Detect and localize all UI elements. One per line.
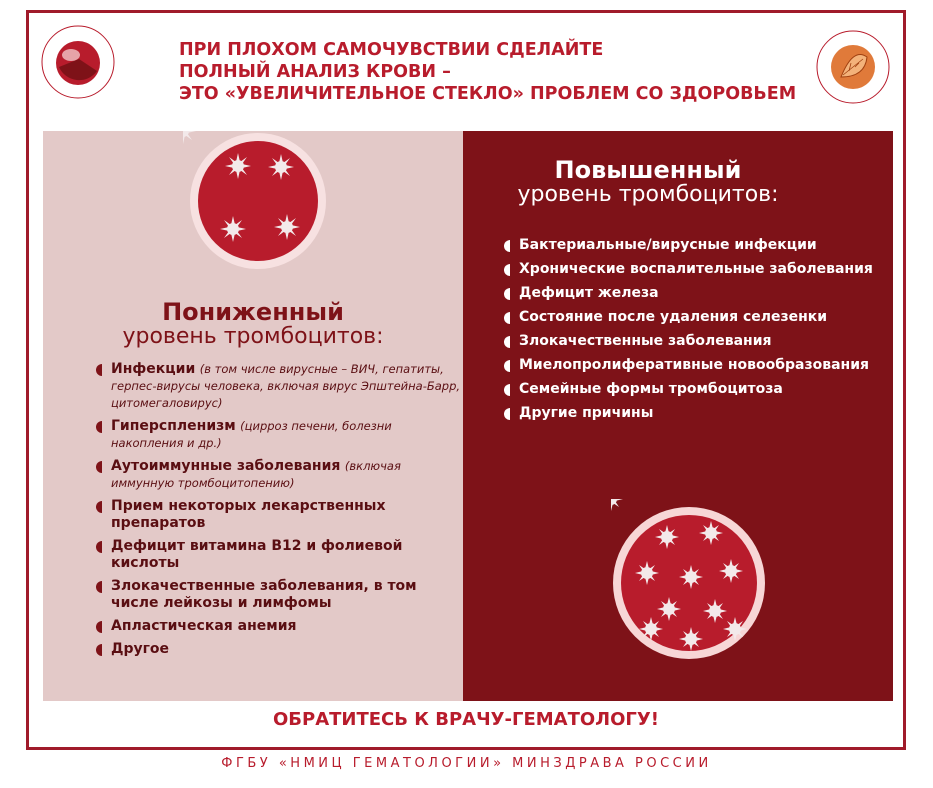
hematology-society-logo — [813, 27, 893, 107]
half-circle-bullet-icon — [93, 580, 107, 594]
low-cause-title: Злокачественные заболевания, в том числе лейкозы и лимфомы — [111, 578, 417, 611]
high-platelets-heading — [483, 157, 813, 207]
half-circle-bullet-icon — [93, 363, 107, 377]
headline — [179, 39, 799, 105]
low-platelets-panel — [43, 131, 463, 701]
low-cause-item — [93, 538, 463, 572]
high-title: Повышенный — [554, 156, 742, 184]
low-cause-title: Гиперспленизм — [111, 418, 236, 434]
high-cause-item — [501, 237, 891, 254]
high-cause-title: Состояние после удаления селезенки — [519, 309, 828, 325]
high-platelets-panel — [463, 131, 893, 701]
half-circle-bullet-icon — [501, 287, 515, 301]
headline-line-1: ПРИ ПЛОХОМ САМОЧУВСТВИИ СДЕЛАЙТЕ — [179, 40, 604, 60]
half-circle-bullet-icon — [501, 407, 515, 421]
low-title: Пониженный — [162, 298, 344, 326]
high-cause-item — [501, 357, 891, 374]
high-causes-list — [501, 237, 891, 429]
high-cause-item — [501, 261, 891, 278]
low-cause-title: Инфекции — [111, 361, 196, 377]
half-circle-bullet-icon — [93, 540, 107, 554]
low-subtitle: уровень тромбоцитов: — [122, 324, 384, 349]
high-cause-title: Миелопролиферативные новообразования — [519, 357, 869, 373]
low-causes-list — [93, 361, 463, 664]
low-cause-item — [93, 498, 463, 532]
low-cause-title: Дефицит витамина В12 и фолиевой кислоты — [111, 538, 403, 571]
low-platelets-heading — [43, 299, 463, 349]
low-cause-note: (в том числе вирусные – ВИЧ, гепатиты, герпес-вирусы человека, включая вирус Эпштейна-Барр, цитомегаловирус) — [111, 362, 461, 410]
footer-institution: ФГБУ «НМИЦ ГЕМАТОЛОГИИ» МИНЗДРАВА РОССИИ — [221, 756, 712, 771]
poster-frame — [26, 10, 906, 750]
half-circle-bullet-icon — [501, 359, 515, 373]
low-cause-title: Другое — [111, 641, 170, 657]
high-cause-item — [501, 309, 891, 326]
high-cause-title: Другие причины — [519, 405, 654, 421]
low-platelets-illustration — [183, 131, 333, 271]
call-to-action: ОБРАТИТЕСЬ К ВРАЧУ-ГЕМАТОЛОГУ! — [273, 709, 659, 730]
low-cause-item — [93, 458, 463, 492]
half-circle-bullet-icon — [93, 460, 107, 474]
high-cause-title: Семейные формы тромбоцитоза — [519, 381, 783, 397]
half-circle-bullet-icon — [93, 643, 107, 657]
low-cause-item — [93, 418, 463, 452]
hematology-center-logo — [39, 23, 117, 101]
half-circle-bullet-icon — [501, 263, 515, 277]
low-cause-title: Прием некоторых лекарственных препаратов — [111, 498, 386, 531]
high-platelets-illustration — [611, 499, 767, 667]
half-circle-bullet-icon — [93, 500, 107, 514]
high-cause-item — [501, 381, 891, 398]
half-circle-bullet-icon — [93, 420, 107, 434]
high-cause-title: Бактериальные/вирусные инфекции — [519, 237, 817, 253]
high-subtitle: уровень тромбоцитов: — [517, 182, 779, 207]
half-circle-bullet-icon — [93, 620, 107, 634]
high-cause-title: Злокачественные заболевания — [519, 333, 772, 349]
high-cause-item — [501, 405, 891, 422]
low-cause-note: (включая иммунную тромбоцитопению) — [111, 459, 401, 490]
high-cause-item — [501, 285, 891, 302]
low-cause-item — [93, 361, 463, 412]
high-cause-title: Хронические воспалительные заболевания — [519, 261, 873, 277]
low-cause-note: (цирроз печени, болезни накопления и др.) — [111, 419, 392, 450]
headline-line-2: ПОЛНЫЙ АНАЛИЗ КРОВИ – — [179, 62, 451, 82]
half-circle-bullet-icon — [501, 383, 515, 397]
low-cause-title: Апластическая анемия — [111, 618, 297, 634]
half-circle-bullet-icon — [501, 335, 515, 349]
high-cause-item — [501, 333, 891, 350]
half-circle-bullet-icon — [501, 239, 515, 253]
headline-line-3: ЭТО «УВЕЛИЧИТЕЛЬНОЕ СТЕКЛО» ПРОБЛЕМ СО ЗДОРОВЬЕМ — [179, 84, 797, 104]
high-cause-title: Дефицит железа — [519, 285, 659, 301]
low-cause-title: Аутоиммунные заболевания — [111, 458, 341, 474]
half-circle-bullet-icon — [501, 311, 515, 325]
low-cause-item — [93, 618, 463, 635]
low-cause-item — [93, 641, 463, 658]
low-cause-item — [93, 578, 463, 612]
